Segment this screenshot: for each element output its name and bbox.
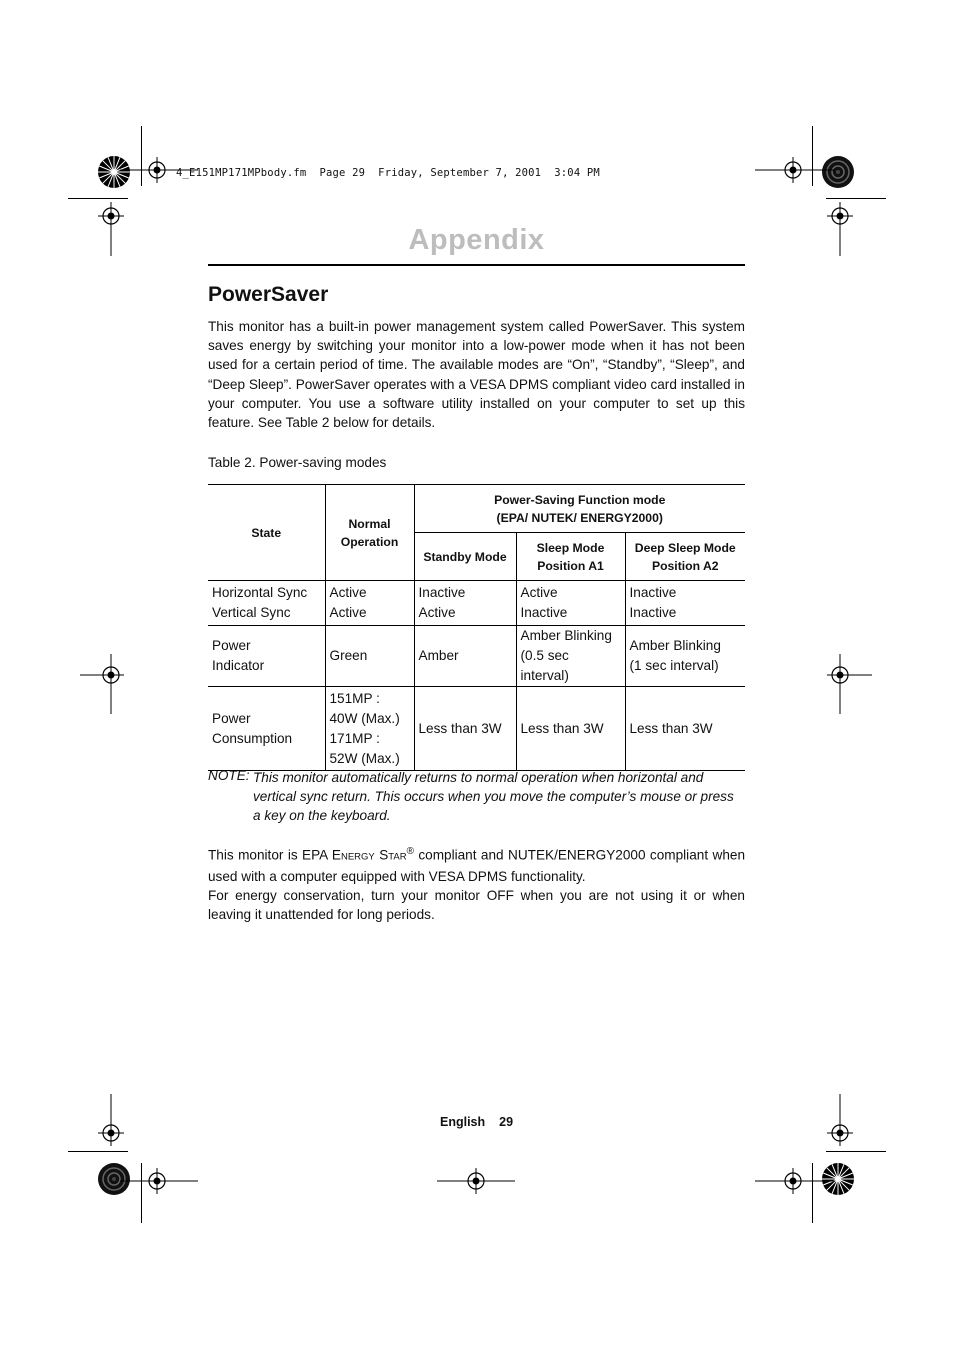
header-normal-line1: Normal (348, 516, 391, 531)
cell-text: Inactive (520, 605, 568, 620)
cell-text: Amber Blinking (520, 628, 612, 643)
header-deep-line1: Deep Sleep Mode (634, 540, 736, 555)
cell-text: Horizontal Sync (212, 585, 308, 600)
header-state-label: State (251, 525, 282, 540)
table-row (208, 626, 745, 687)
cell-normal (325, 626, 414, 687)
cell-standby (414, 581, 516, 626)
cell-sleep (516, 687, 625, 771)
section-title: PowerSaver (208, 283, 329, 306)
note-text: This monitor automatically returns to normal operation when horizontal and vertical sync return. This occurs when you move the computer’s mouse or press a key on the keyboard. (253, 770, 734, 824)
cell-text: (0.5 sec interval) (520, 648, 569, 683)
table-caption: Table 2. Power-saving modes (208, 455, 387, 470)
conservation-text: For energy conservation, turn your monitor OFF when you are not using it or when leaving it unattended for long periods. (208, 887, 745, 923)
registered-mark: ® (406, 846, 414, 857)
header-standby-label: Standby Mode (423, 549, 507, 564)
cell-standby (414, 687, 516, 771)
header-state (208, 485, 325, 581)
cell-sleep (516, 626, 625, 687)
header-normal-line2: Operation (340, 534, 399, 549)
cell-text: 52W (Max.) (329, 750, 400, 766)
footer-language: English (440, 1115, 486, 1129)
page-number: 29 (499, 1115, 514, 1129)
cell-text: Power (212, 638, 251, 653)
header-group-line2: (EPA/ NUTEK/ ENERGY2000) (496, 510, 663, 525)
header-normal (325, 485, 414, 581)
cell-text: Green (329, 648, 368, 663)
table-row (208, 687, 745, 771)
title-rule (208, 264, 745, 266)
print-header-stamp: 4_E151MP171MPbody.fm Page 29 Friday, September 7, 2001 3:04 PM (176, 167, 600, 179)
header-deep-sleep (625, 533, 745, 581)
cell-text: (1 sec interval) (629, 658, 719, 673)
cell-text: Inactive (418, 585, 466, 600)
cell-deep (625, 626, 745, 687)
cell-normal (325, 687, 414, 771)
cell-text: 151MP : (329, 690, 380, 706)
table-header-row (208, 485, 745, 533)
cell-text: 171MP : (329, 730, 380, 746)
cell-state (208, 687, 325, 771)
intro-paragraph: This monitor has a built-in power management system called PowerSaver. This system saves energy by switching your monitor into a low-power mode when it has not been used for a certain period of time. The available modes are “On”, “Standby”, “Sleep”, and “Deep Sleep”. PowerSaver operates with a VESA DPMS compliant video card installed in your computer. You use a software utility installed on your computer to set up this feature. See Table 2 below for details. (208, 319, 745, 431)
header-sleep-line2: Position A1 (537, 558, 604, 573)
chapter-title: Appendix (408, 224, 545, 256)
cell-state (208, 581, 325, 626)
header-sleep (516, 533, 625, 581)
cell-text: Active (520, 585, 558, 600)
cell-text: 40W (Max.) (329, 710, 400, 726)
star-rest: TAR (388, 851, 407, 863)
compliance-paragraph (208, 842, 745, 924)
cell-text: Active (418, 605, 456, 620)
cell-text: Less than 3W (629, 720, 713, 736)
cell-text: Consumption (212, 730, 293, 746)
cell-text: Indicator (212, 658, 265, 673)
cell-text: Vertical Sync (212, 605, 291, 620)
cell-text: Inactive (629, 605, 677, 620)
cell-text: Amber (418, 648, 459, 663)
table-row (208, 581, 745, 626)
header-standby (414, 533, 516, 581)
cell-normal (325, 581, 414, 626)
cell-deep (625, 581, 745, 626)
header-power-saving-group (414, 485, 745, 533)
cell-standby (414, 626, 516, 687)
cell-sleep (516, 581, 625, 626)
header-deep-line2: Position A2 (651, 558, 719, 573)
cell-text: Inactive (629, 585, 677, 600)
cell-text: Less than 3W (418, 720, 502, 736)
cell-deep (625, 687, 745, 771)
cell-text: Less than 3W (520, 720, 604, 736)
cell-text: Power (212, 710, 251, 726)
page-footer (440, 1115, 513, 1129)
energy-cap: E (331, 847, 341, 863)
energy-rest: NERGY (340, 851, 375, 863)
header-sleep-line1: Sleep Mode (536, 540, 605, 555)
compliance-before: This monitor is EPA (208, 847, 332, 863)
compliance-after: compliant and NUTEK/ENERGY2000 compliant when used with a computer equipped with VESA DPMS functionality. (208, 847, 746, 884)
header-group-line1: Power-Saving Function mode (494, 492, 666, 507)
cell-state (208, 626, 325, 687)
cell-text: Active (329, 605, 367, 620)
cell-text: Amber Blinking (629, 638, 721, 653)
cell-text: Active (329, 585, 367, 600)
note-label: NOTE: (208, 768, 250, 783)
power-saving-table (208, 484, 745, 771)
star-cap: S (374, 847, 389, 863)
